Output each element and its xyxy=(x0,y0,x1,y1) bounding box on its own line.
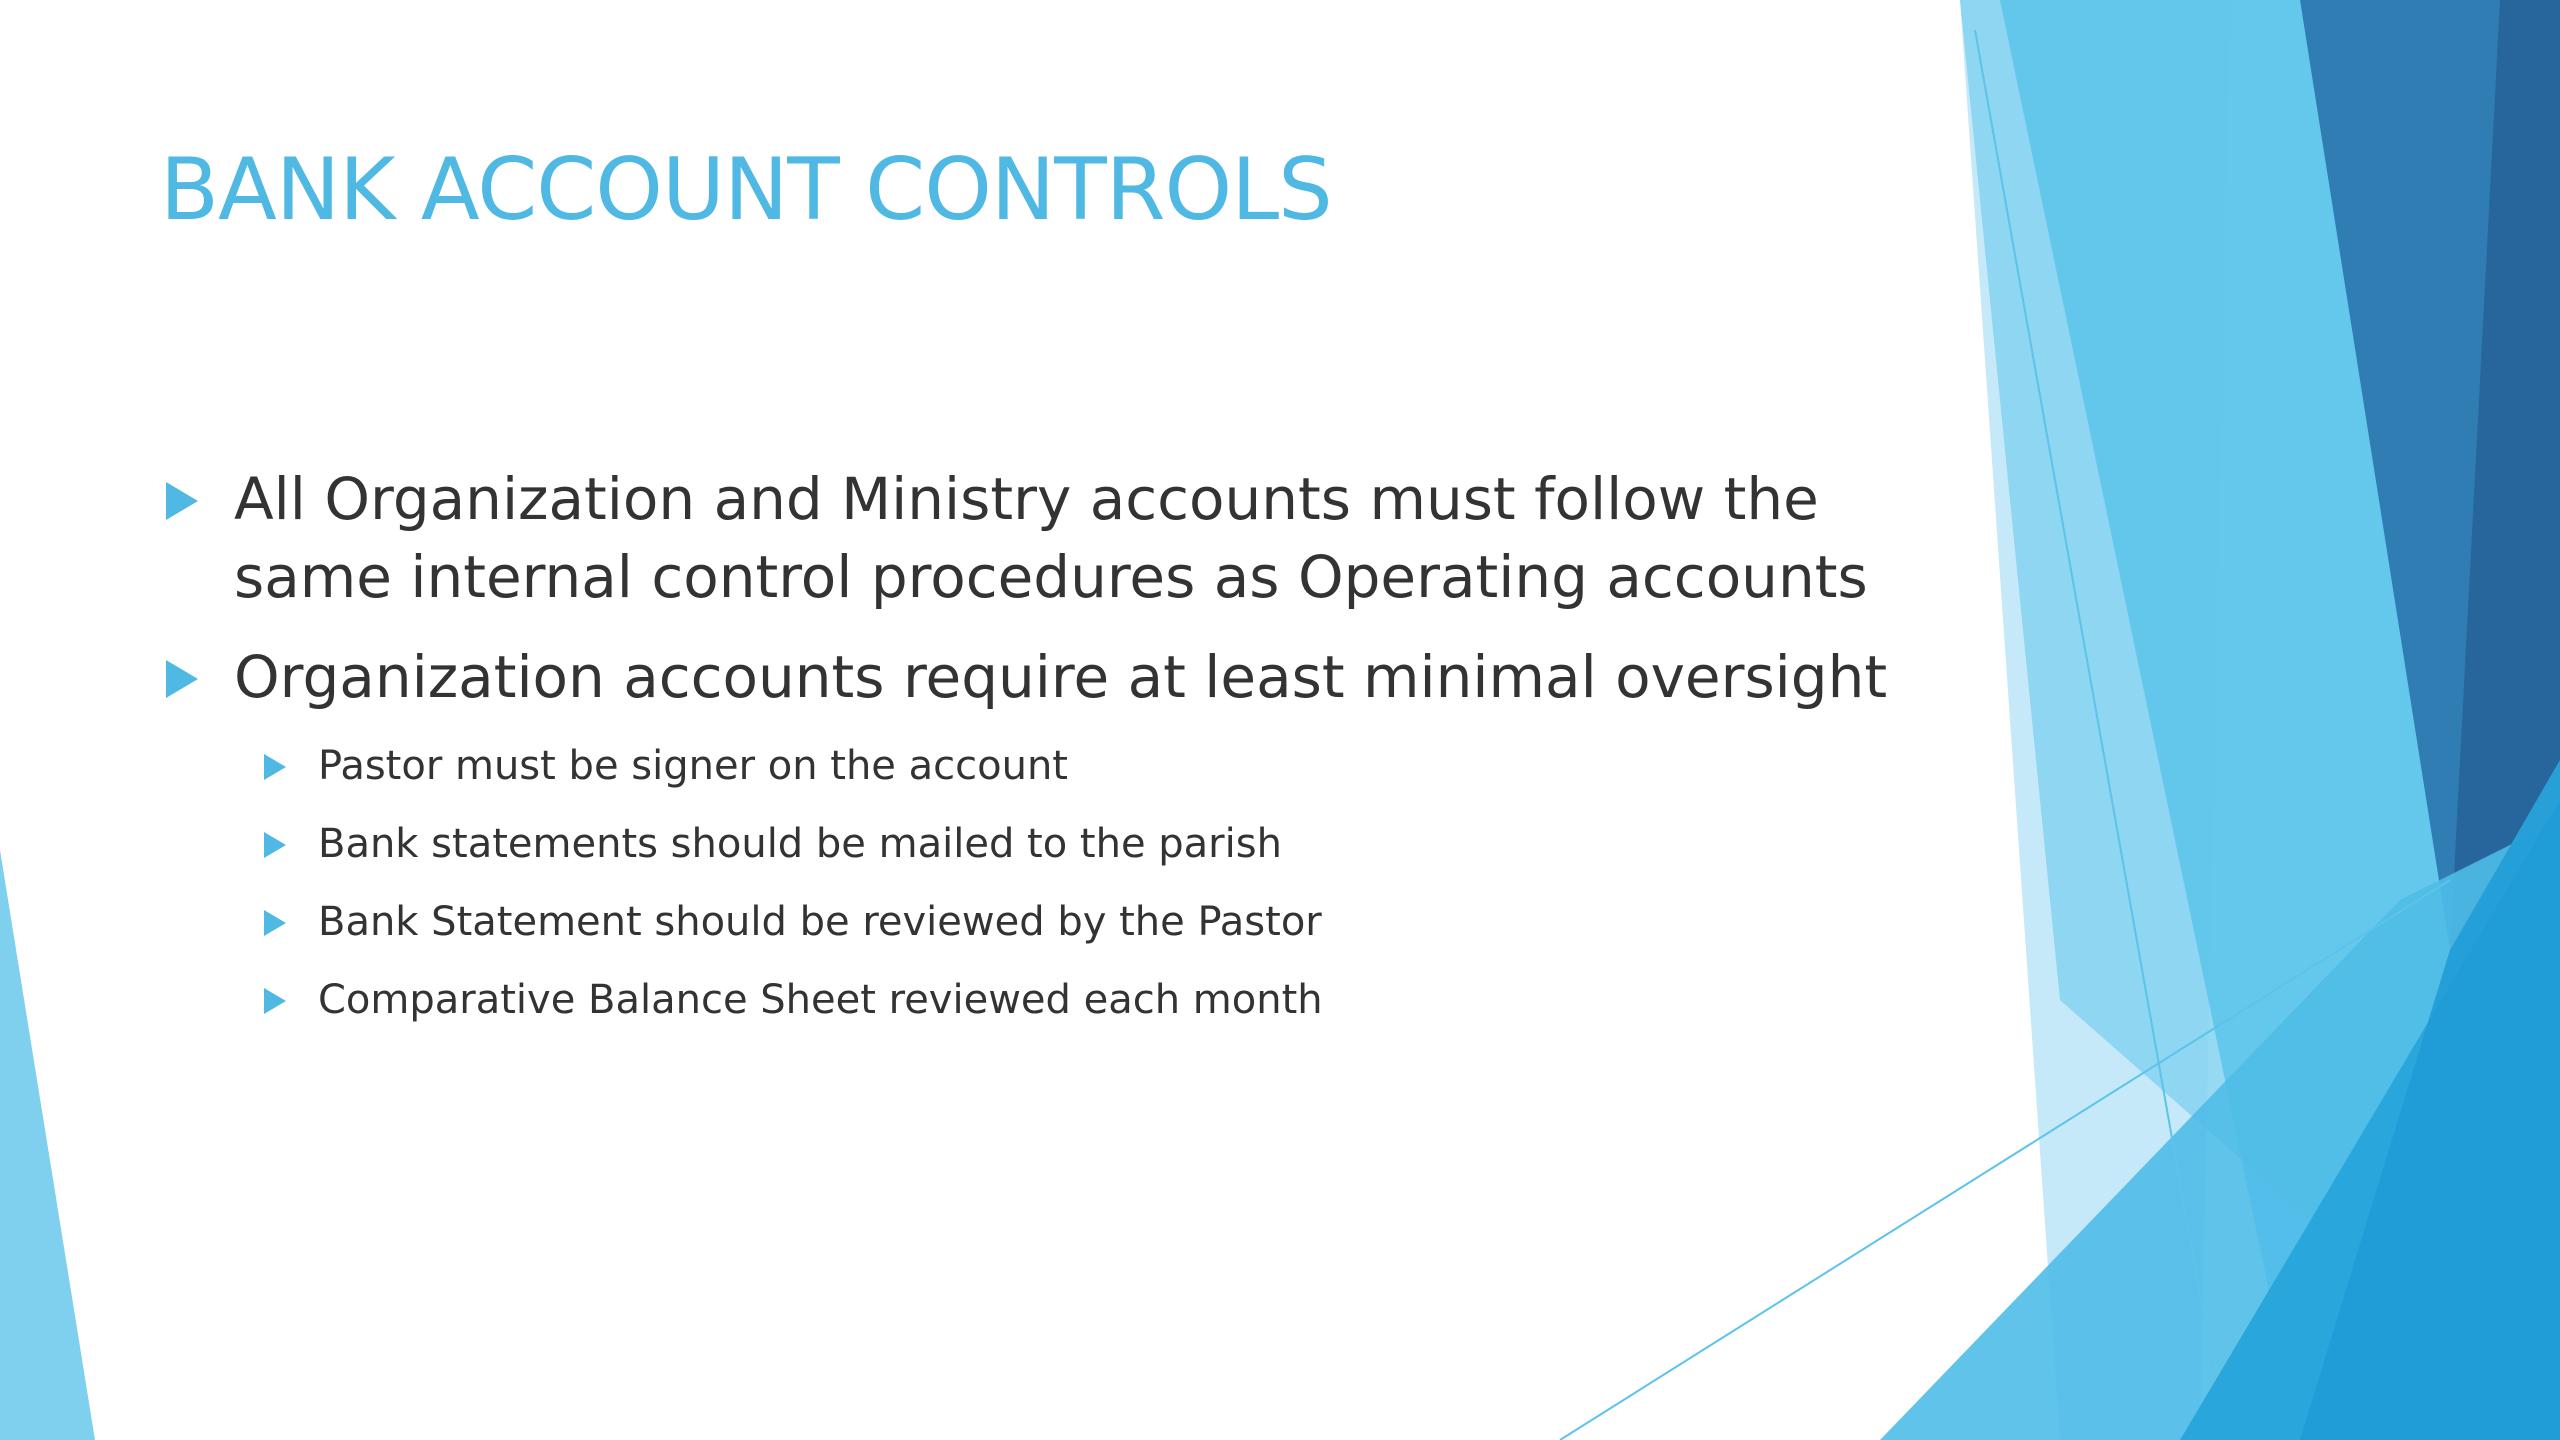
bullet-item xyxy=(160,460,1920,616)
sub-bullet-item xyxy=(160,972,1920,1028)
triangle-right-icon xyxy=(264,832,286,858)
triangle-right-icon xyxy=(264,988,286,1014)
triangle-right-icon xyxy=(166,660,198,698)
sub-bullet-item xyxy=(160,816,1920,872)
bullet-text: All Organization and Ministry accounts must follow the same internal control procedures as Operating accounts xyxy=(234,465,1868,611)
slide-content xyxy=(160,460,1920,1050)
sub-bullet-item xyxy=(160,894,1920,950)
triangle-right-icon xyxy=(264,910,286,936)
bullet-text: Organization accounts require at least minimal oversight xyxy=(234,643,1888,711)
sub-bullet-text: Bank statements should be mailed to the parish xyxy=(318,821,1282,867)
sub-bullet-list xyxy=(160,738,1920,1028)
slide-title: BANK ACCOUNT CONTROLS xyxy=(160,140,1332,240)
bullet-item xyxy=(160,638,1920,716)
triangle-right-icon xyxy=(264,754,286,780)
triangle-right-icon xyxy=(166,482,198,520)
left-edge-shape xyxy=(0,850,95,1440)
sub-bullet-text: Bank Statement should be reviewed by the Pastor xyxy=(318,899,1322,945)
sub-bullet-text: Pastor must be signer on the account xyxy=(318,743,1068,789)
sub-bullet-text: Comparative Balance Sheet reviewed each month xyxy=(318,977,1323,1023)
sub-bullet-item xyxy=(160,738,1920,794)
